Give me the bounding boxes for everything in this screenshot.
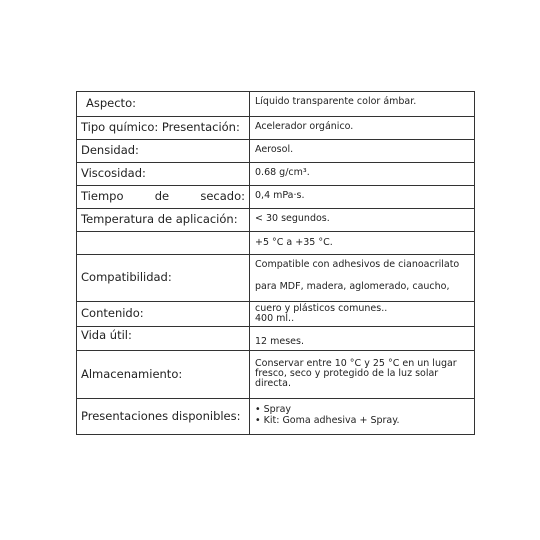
row-value-tiempo-de-secado: 0,4 mPa·s. [255, 190, 305, 201]
row-value-almacenamiento-line1: Conservar entre 10 °C y 25 °C en un lugar [255, 358, 457, 369]
table-row [77, 255, 475, 302]
row-value-contenido-line2: 400 ml.. [255, 313, 295, 325]
label-cell [77, 163, 250, 186]
label-cell [77, 186, 250, 209]
row-label-presentaciones: Presentaciones disponibles: [81, 408, 241, 423]
value-cell [250, 255, 475, 302]
table-row [77, 351, 475, 399]
row-label-vida-util: Vida útil: [81, 328, 132, 342]
value-cell [250, 117, 475, 140]
row-value-vida-util: 12 meses. [255, 335, 304, 347]
row-value-densidad: Aerosol. [255, 144, 294, 155]
value-cell [250, 302, 475, 327]
table-row [77, 92, 475, 117]
label-cell [77, 92, 250, 117]
label-cell [77, 399, 250, 435]
table-row [77, 209, 475, 232]
table-row [77, 163, 475, 186]
row-value-aspecto: Líquido transparente color ámbar. [255, 96, 417, 107]
label-cell [77, 117, 250, 140]
row-value-presentaciones-line2: • Kit: Goma adhesiva + Spray. [255, 414, 400, 426]
row-value-viscosidad: 0.68 g/cm³. [255, 167, 310, 178]
label-cell [77, 140, 250, 163]
value-cell [250, 140, 475, 163]
row-value-temperatura: < 30 segundos. [255, 213, 330, 224]
label-cell [77, 232, 250, 255]
row-label-compatibilidad: Compatibilidad: [81, 270, 172, 285]
row-value-rango-temperatura: +5 °C a +35 °C. [255, 237, 333, 249]
row-label-tipo-quimico: Tipo químico: Presentación: [81, 120, 240, 135]
row-value-presentaciones-line1: • Spray [255, 404, 292, 415]
table-row [77, 302, 475, 327]
row-label-tiempo-de-secado [81, 190, 245, 204]
table-row [77, 186, 475, 209]
row-label-viscosidad: Viscosidad: [81, 166, 146, 181]
row-label-almacenamiento: Almacenamiento: [81, 366, 183, 381]
value-cell [250, 92, 475, 117]
table-row [77, 327, 475, 351]
value-cell [250, 163, 475, 186]
value-cell [250, 186, 475, 209]
value-cell [250, 232, 475, 255]
value-cell [250, 399, 475, 435]
row-label-temperatura: Temperatura de aplicación: [81, 212, 238, 227]
row-label-aspecto: Aspecto: [86, 96, 136, 111]
label-cell [77, 327, 250, 351]
label-cell [77, 209, 250, 232]
label-word: secado: [200, 189, 245, 204]
row-value-almacenamiento-line2: fresco, seco y protegido de la luz solar [255, 367, 439, 379]
value-cell [250, 351, 475, 399]
specifications-table [76, 91, 475, 435]
row-value-compatibilidad-line2: para MDF, madera, aglomerado, caucho, [255, 281, 450, 293]
value-cell [250, 327, 475, 351]
table-row [77, 140, 475, 163]
label-word: Tiempo [81, 189, 124, 204]
row-value-almacenamiento-line3: directa. [255, 377, 292, 389]
table-row [77, 232, 475, 255]
label-cell [77, 351, 250, 399]
row-value-compatibilidad-line1: Compatible con adhesivos de cianoacrilato [255, 259, 460, 270]
row-value-contenido-line1: cuero y plásticos comunes.. [255, 303, 388, 314]
label-word: de [154, 189, 170, 204]
row-label-contenido: Contenido: [81, 306, 144, 321]
label-cell [77, 302, 250, 327]
label-cell [77, 255, 250, 302]
table-row [77, 399, 475, 435]
row-value-tipo-quimico: Acelerador orgánico. [255, 121, 354, 132]
value-cell [250, 209, 475, 232]
row-label-densidad: Densidad: [81, 143, 139, 158]
table-row [77, 117, 475, 140]
